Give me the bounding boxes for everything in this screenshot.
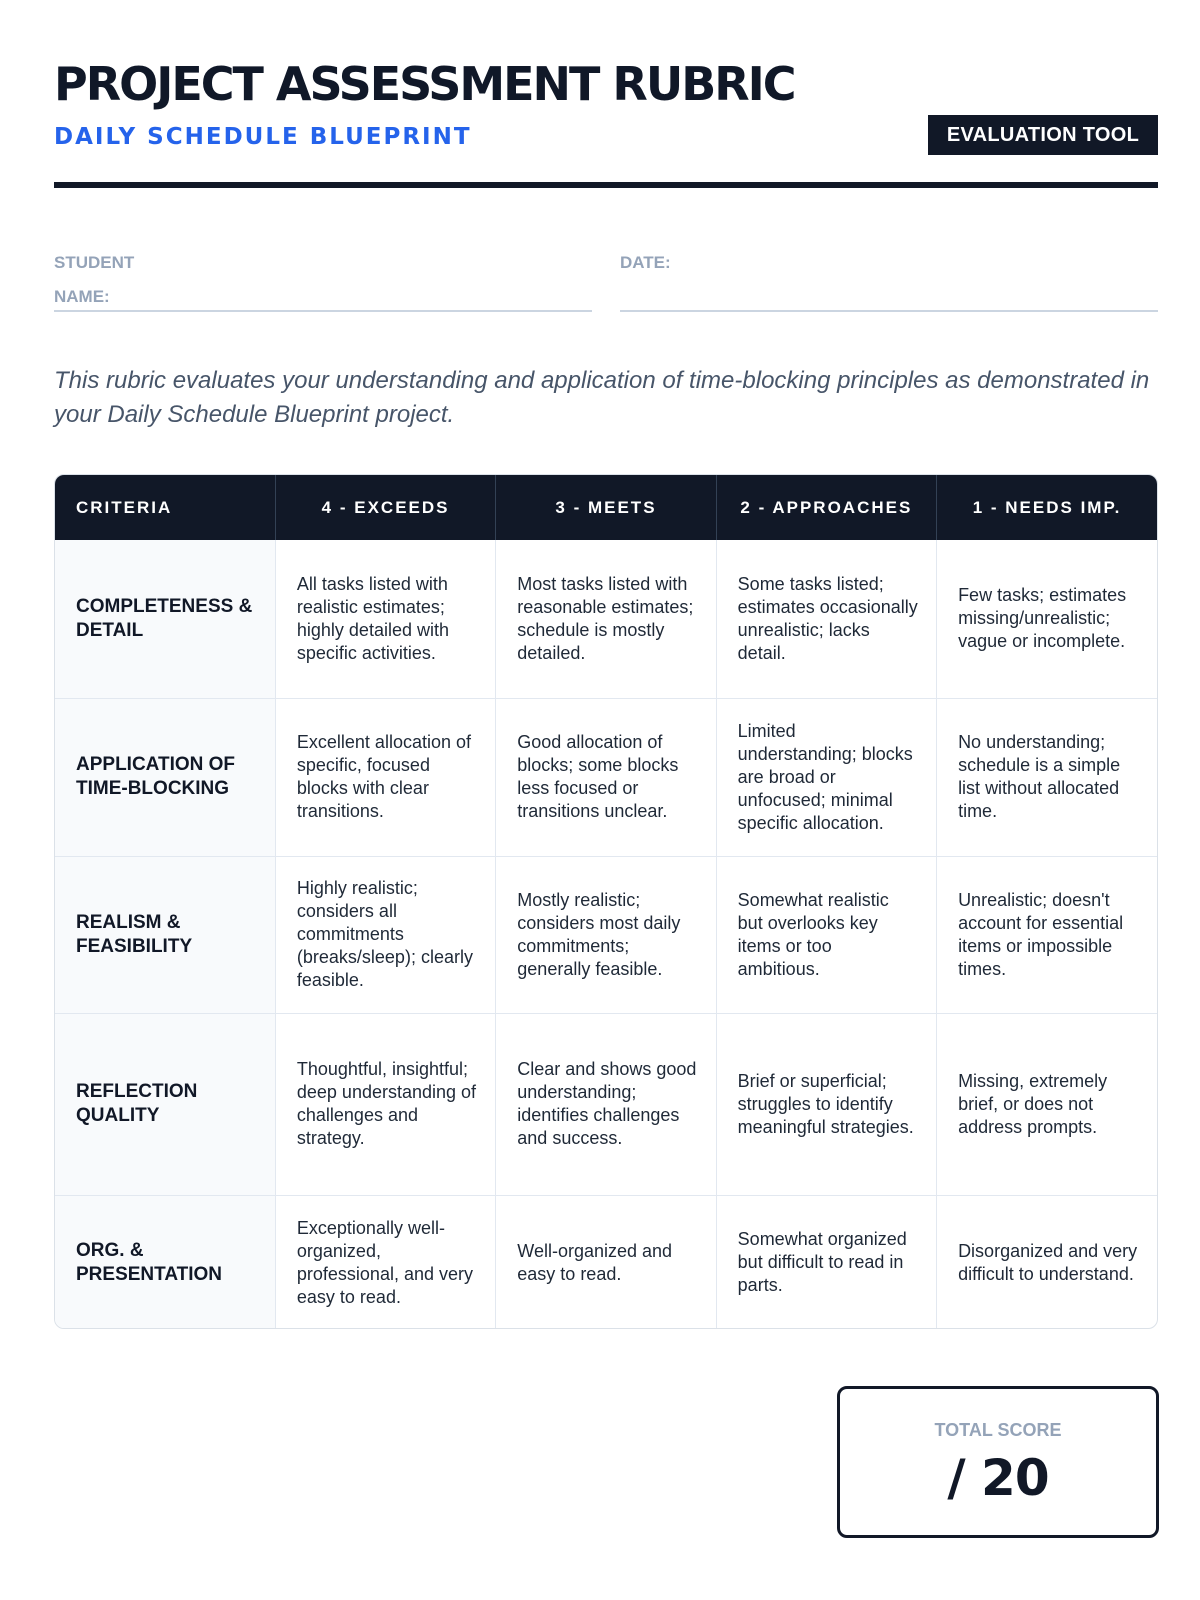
- header-meets: 3 - MEETS: [496, 475, 716, 540]
- criterion-label: APPLICATION OF TIME-BLOCKING: [55, 698, 275, 856]
- header-needs-improvement: 1 - NEEDS IMP.: [937, 475, 1157, 540]
- table-row: [55, 856, 1157, 1013]
- rubric-header-row: [55, 475, 1157, 540]
- total-score-box: [837, 1386, 1159, 1538]
- rubric-cell: Unrealistic; doesn't account for essential items or impossible times.: [937, 856, 1157, 1013]
- header-approaches: 2 - APPROACHES: [716, 475, 936, 540]
- rubric-cell: Good allocation of blocks; some blocks less focused or transitions unclear.: [496, 698, 716, 856]
- rubric-cell: Missing, extremely brief, or does not address prompts.: [937, 1013, 1157, 1195]
- rubric-cell: Exceptionally well-organized, professional, and very easy to read.: [275, 1195, 495, 1329]
- total-score-value: / 20: [947, 1449, 1049, 1507]
- rubric-cell: Somewhat realistic but overlooks key items or too ambitious.: [716, 856, 936, 1013]
- date-field[interactable]: [620, 246, 1158, 312]
- header-criteria: CRITERIA: [55, 475, 275, 540]
- table-row: [55, 1013, 1157, 1195]
- rubric-cell: Somewhat organized but difficult to read in parts.: [716, 1195, 936, 1329]
- rubric-cell: Disorganized and very difficult to understand.: [958, 1240, 1138, 1284]
- criterion-label: REFLECTION QUALITY: [55, 1013, 275, 1195]
- rubric-cell: All tasks listed with realistic estimates; highly detailed with specific activities.: [275, 540, 495, 698]
- rubric-cell: Clear and shows good understanding; identifies challenges and success.: [496, 1013, 716, 1195]
- criterion-label: REALISM & FEASIBILITY: [55, 856, 275, 1013]
- rubric-cell: Thoughtful, insightful; deep understanding of challenges and strategy.: [275, 1013, 495, 1195]
- rubric-table: [54, 474, 1158, 1329]
- date-label: DATE:: [620, 253, 671, 272]
- evaluation-tool-badge: EVALUATION TOOL: [928, 115, 1158, 155]
- rubric-cell: Brief or superficial; struggles to identify meaningful strategies.: [716, 1013, 936, 1195]
- table-row: [55, 1195, 1157, 1329]
- rubric-cell: No understanding; schedule is a simple list without allocated time.: [937, 698, 1157, 856]
- page-subtitle: DAILY SCHEDULE BLUEPRINT: [54, 124, 472, 150]
- criterion-label: ORG. & PRESENTATION: [55, 1195, 275, 1329]
- rubric-cell: Some tasks listed; estimates occasionally unrealistic; lacks detail.: [716, 540, 936, 698]
- rubric-cell: Few tasks; estimates missing/unrealistic; vague or incomplete.: [937, 540, 1157, 698]
- rubric-cell: Excellent allocation of specific, focused blocks with clear transitions.: [275, 698, 495, 856]
- rubric-cell: Well-organized and easy to read.: [496, 1195, 716, 1329]
- student-name-label: STUDENT NAME:: [54, 253, 135, 306]
- rubric-cell: Most tasks listed with reasonable estimates; schedule is mostly detailed.: [496, 540, 716, 698]
- header-exceeds: 4 - EXCEEDS: [275, 475, 495, 540]
- header-divider: [54, 182, 1158, 188]
- criterion-label: COMPLETENESS & DETAIL: [55, 540, 275, 698]
- rubric-cell: Mostly realistic; considers most daily commitments; generally feasible.: [496, 856, 716, 1013]
- rubric-cell: Highly realistic; considers all commitments (breaks/sleep); clearly feasible.: [275, 856, 495, 1013]
- page-title: PROJECT ASSESSMENT RUBRIC: [54, 57, 795, 111]
- student-name-field[interactable]: [54, 246, 592, 312]
- total-score-label: TOTAL SCORE: [934, 1420, 1062, 1440]
- table-row: [55, 698, 1157, 856]
- table-row: [55, 540, 1157, 698]
- intro-text: This rubric evaluates your understanding and application of time-blocking principles as demonstrated in your Daily Schedule Blueprint project.: [54, 367, 1150, 428]
- rubric-cell: Limited understanding; blocks are broad or unfocused; minimal specific allocation.: [716, 698, 936, 856]
